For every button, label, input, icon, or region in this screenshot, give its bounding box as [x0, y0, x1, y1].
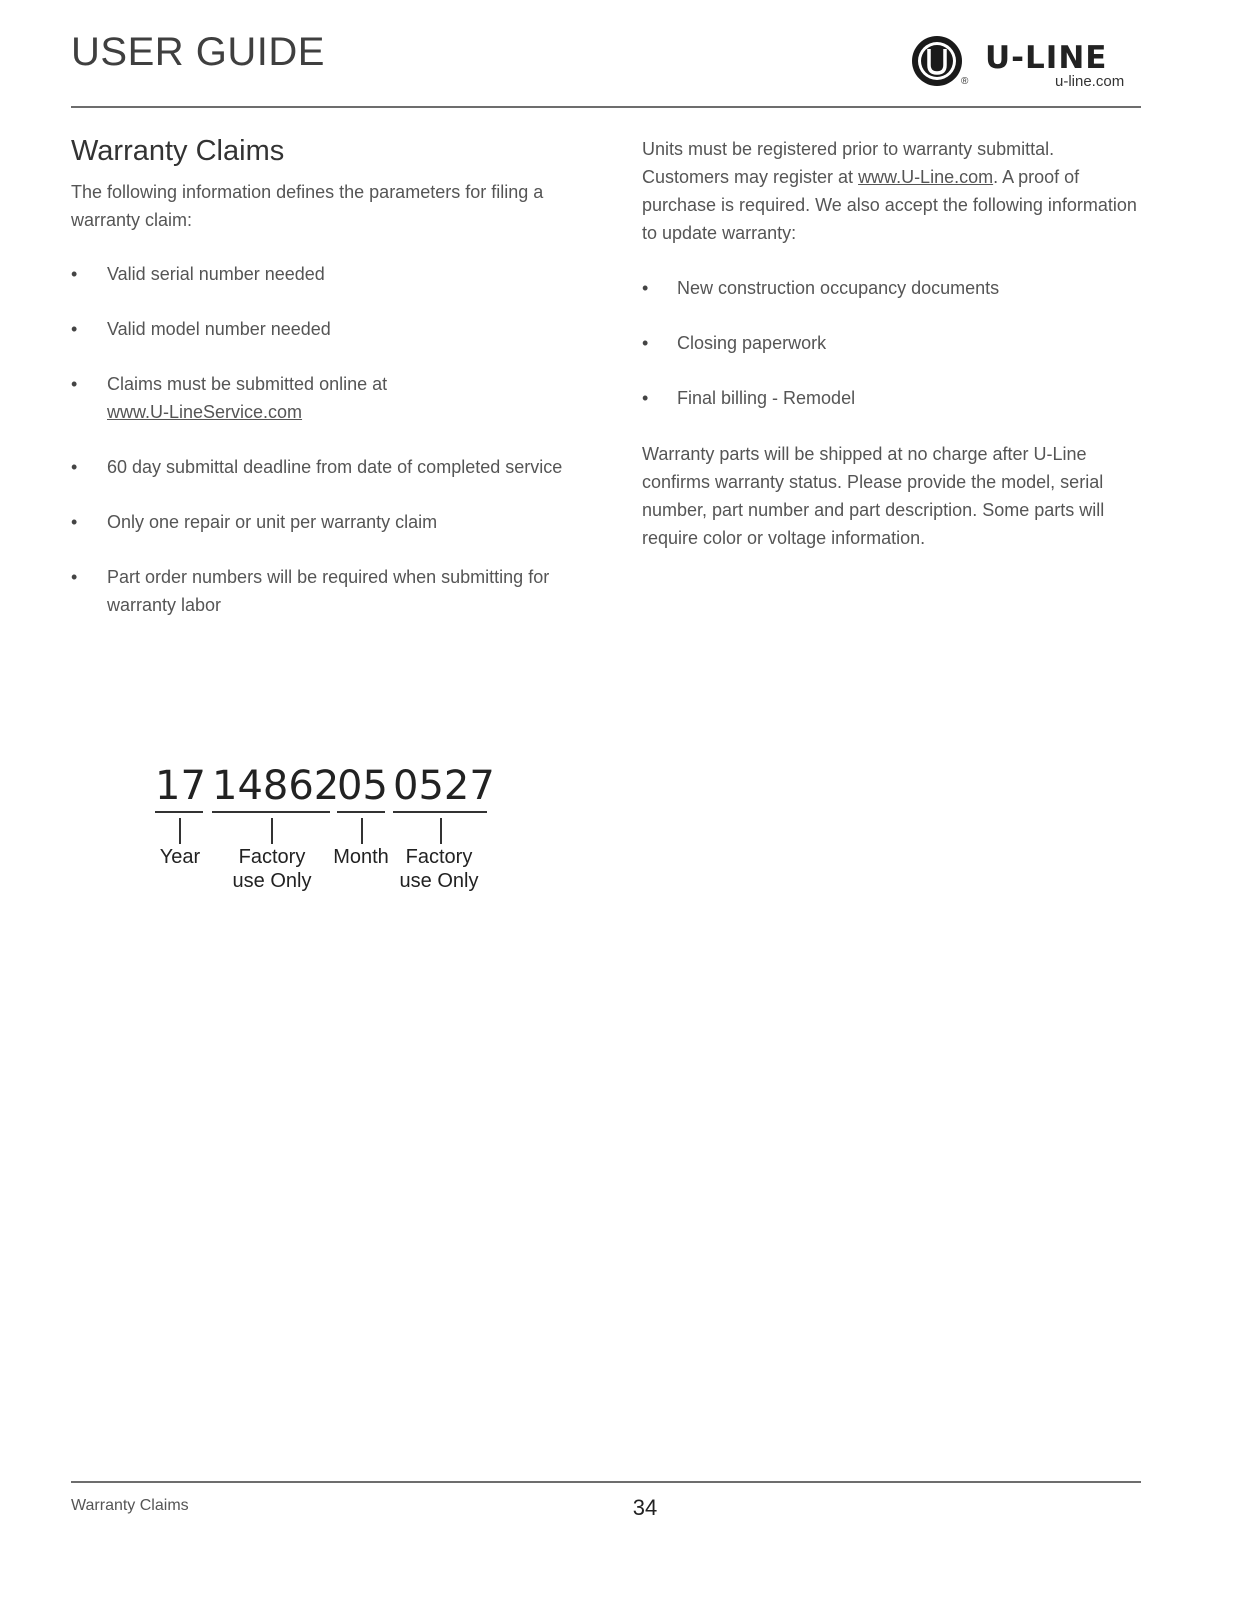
connector-line: [271, 818, 273, 844]
list-item: [71, 453, 571, 481]
claim-requirements-list: [71, 260, 571, 646]
bullet-icon: •: [642, 333, 649, 353]
header-divider: [71, 106, 1141, 108]
serial-segment-factory-2: [393, 762, 495, 813]
section-title: Warranty Claims: [71, 135, 285, 167]
list-item: [642, 329, 1142, 357]
parts-paragraph: Warranty parts will be shipped at no charge after U-Line confirms warranty status. Please provide the model, serial number, part number and part description. Some parts will require color or voltage information.: [642, 444, 1105, 548]
list-item-text: Valid serial number needed: [107, 264, 325, 284]
bullet-icon: •: [71, 457, 78, 477]
brand-logo: [909, 32, 1149, 96]
brand-wordmark: U-LINE: [985, 40, 1108, 76]
serial-digits: 17: [155, 762, 203, 813]
list-item-text: Final billing - Remodel: [677, 388, 856, 408]
registration-link[interactable]: www.U-Line.com: [858, 167, 994, 187]
bullet-icon: •: [71, 567, 78, 587]
bullet-icon: •: [71, 319, 78, 339]
bullet-icon: •: [71, 512, 78, 532]
list-item-text: 60 day submittal deadline from date of completed service: [107, 457, 563, 477]
serial-digits: 0527: [393, 762, 487, 813]
list-item-text: Part order numbers will be required when submitting for warranty labor: [107, 567, 550, 615]
list-item: [71, 260, 571, 288]
bullet-icon: •: [642, 388, 649, 408]
list-item-text: Valid model number needed: [107, 319, 331, 339]
document-title: USER GUIDE: [71, 30, 325, 74]
bullet-icon: •: [71, 264, 78, 284]
segment-label: Factory use Only: [399, 846, 479, 892]
list-item: [71, 508, 571, 536]
list-item-text: Only one repair or unit per warranty claim: [107, 512, 438, 532]
list-item-text: New construction occupancy documents: [677, 278, 1000, 298]
registration-text-end: . A proof of purchase is required. We also accept the following information to update warranty:: [642, 167, 1137, 243]
footer-section-name: Warranty Claims: [71, 1497, 189, 1514]
connector-line: [440, 818, 442, 844]
service-site-link[interactable]: www.U-LineService.com: [107, 402, 303, 422]
footer-divider: [71, 1481, 1141, 1483]
list-item-text: Closing paperwork: [677, 333, 827, 353]
list-item: [642, 274, 1142, 302]
list-item: [71, 370, 571, 426]
serial-segment-year: [155, 762, 206, 813]
registration-text: Units must be registered prior to warranty submittal. Customers may register at: [642, 139, 1055, 187]
registered-mark: ®: [961, 76, 969, 87]
serial-digits: 14862: [212, 762, 330, 813]
connector-line: [361, 818, 363, 844]
intro-paragraph: The following information defines the parameters for filing a warranty claim:: [71, 182, 544, 230]
registration-paragraph: [642, 135, 1142, 247]
serial-digits: 05: [337, 762, 385, 813]
serial-segment-factory: [212, 762, 340, 813]
bullet-icon: •: [71, 374, 78, 394]
list-item: [642, 384, 1142, 412]
list-item: [71, 563, 571, 619]
segment-label: Month: [333, 846, 389, 868]
bullet-icon: •: [642, 278, 649, 298]
connector-line: [179, 818, 181, 844]
segment-label: Year: [159, 846, 201, 868]
list-item: [71, 315, 571, 343]
serial-segment-month: [337, 762, 388, 813]
u-line-logo-icon: [911, 35, 963, 87]
segment-label: Factory use Only: [232, 846, 312, 892]
list-item-text: Claims must be submitted online at: [107, 374, 388, 394]
brand-url: u-line.com: [1055, 73, 1125, 90]
page-number: 34: [632, 1495, 658, 1520]
accepted-documents-list: [642, 274, 1142, 439]
